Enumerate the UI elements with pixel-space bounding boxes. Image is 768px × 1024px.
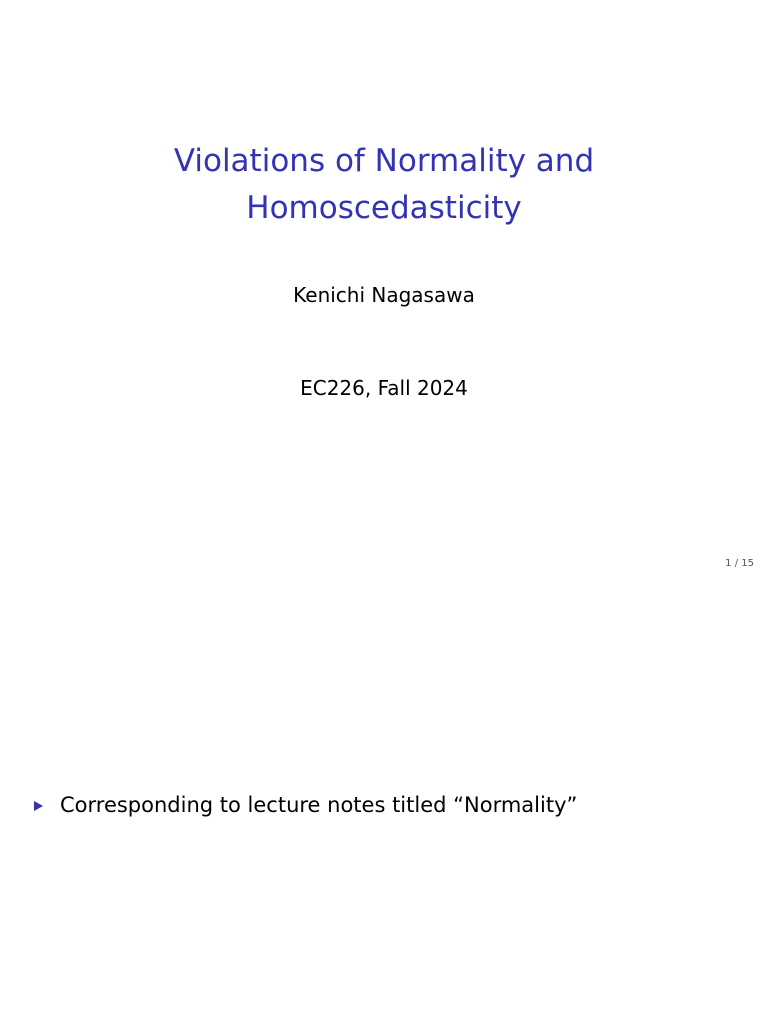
slide-title <box>0 138 768 232</box>
slide-title-line-2: Homoscedasticity <box>246 190 522 226</box>
bullet-item <box>34 790 577 820</box>
triangle-bullet-icon <box>34 801 43 811</box>
content-slide <box>0 580 768 1024</box>
author-name: Kenichi Nagasawa <box>293 283 475 307</box>
slide-title-line-1: Violations of Normality and <box>173 143 595 179</box>
page-number: 1 / 15 <box>725 558 754 569</box>
course-info: EC226, Fall 2024 <box>300 376 468 400</box>
bullet-text: Corresponding to lecture notes titled “Normality” <box>60 793 578 817</box>
